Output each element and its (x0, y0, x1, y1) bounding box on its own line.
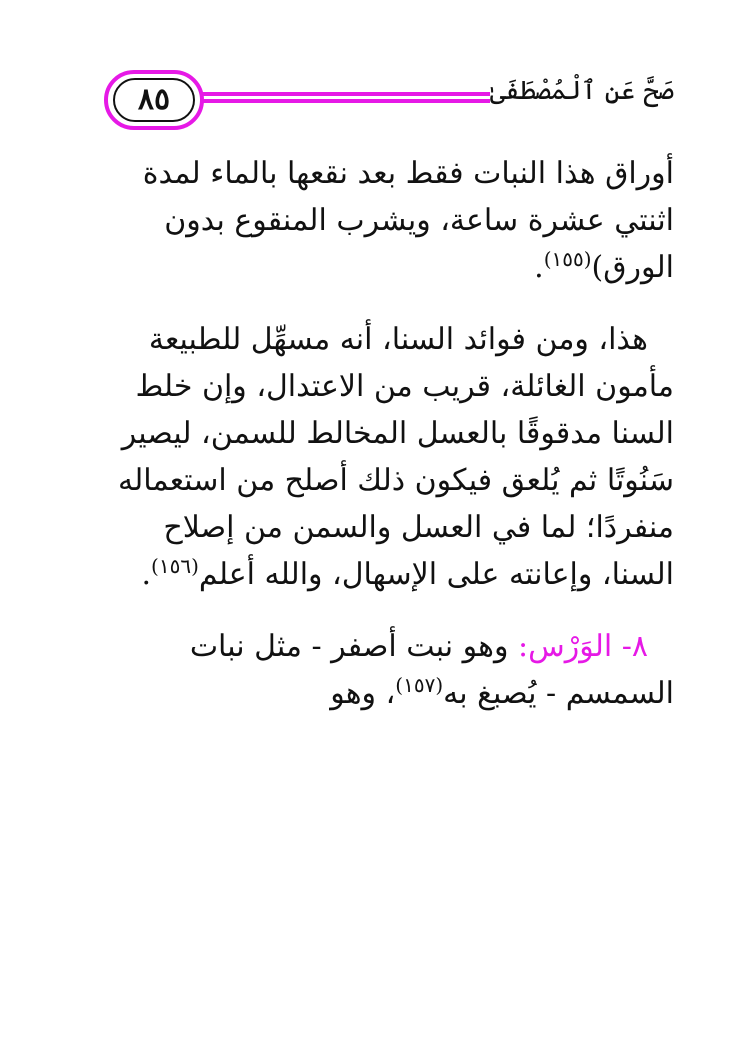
page-number-badge (104, 70, 204, 130)
paragraph-text: هذا، ومن فوائد السنا، أنه مسهِّل للطبيعة مأمون الغائلة، قريب من الاعتدال، وإن خلط السنا مدقوقًا بالعسل المخالط للسمن، ليصير سَنُوتًا ثم يُلعق فيكون ذلك أصلح من استعماله منفردًا؛ لما في العسل والسمن من إصلاح السنا، وإعانته على الإسهال، والله أعلم (117, 322, 674, 592)
footnote-marker[interactable]: (١٥٧) (395, 673, 444, 697)
footnote-marker[interactable]: (١٥٥) (543, 247, 592, 271)
header-rule-line (200, 92, 490, 96)
page-header (104, 70, 674, 134)
paragraph (104, 150, 674, 291)
paragraph-end: . (534, 250, 544, 285)
header-rule-line (200, 99, 490, 103)
page-number: ٨٥ (113, 78, 195, 122)
paragraph-end: ، وهو (330, 676, 396, 711)
paragraph-text: وهو نبت أصفر - مثل نبات السمسم - يُصبغ به (189, 629, 674, 711)
page-body (104, 150, 674, 742)
paragraph-text: أوراق هذا النبات فقط بعد نقعها بالماء لمدة اثنتي عشرة ساعة، ويشرب المنقوع بدون الورق) (142, 156, 674, 285)
paragraph (104, 316, 674, 598)
running-title: صَحَّ عَنِ ٱلْمُصْطَفَىٰ (489, 76, 674, 106)
paragraph-end: . (141, 557, 152, 592)
paragraph (104, 623, 674, 717)
header-double-rule (200, 92, 490, 104)
section-term: ٨- الوَرْس: (518, 629, 648, 664)
footnote-marker[interactable]: (١٥٦) (151, 554, 199, 578)
